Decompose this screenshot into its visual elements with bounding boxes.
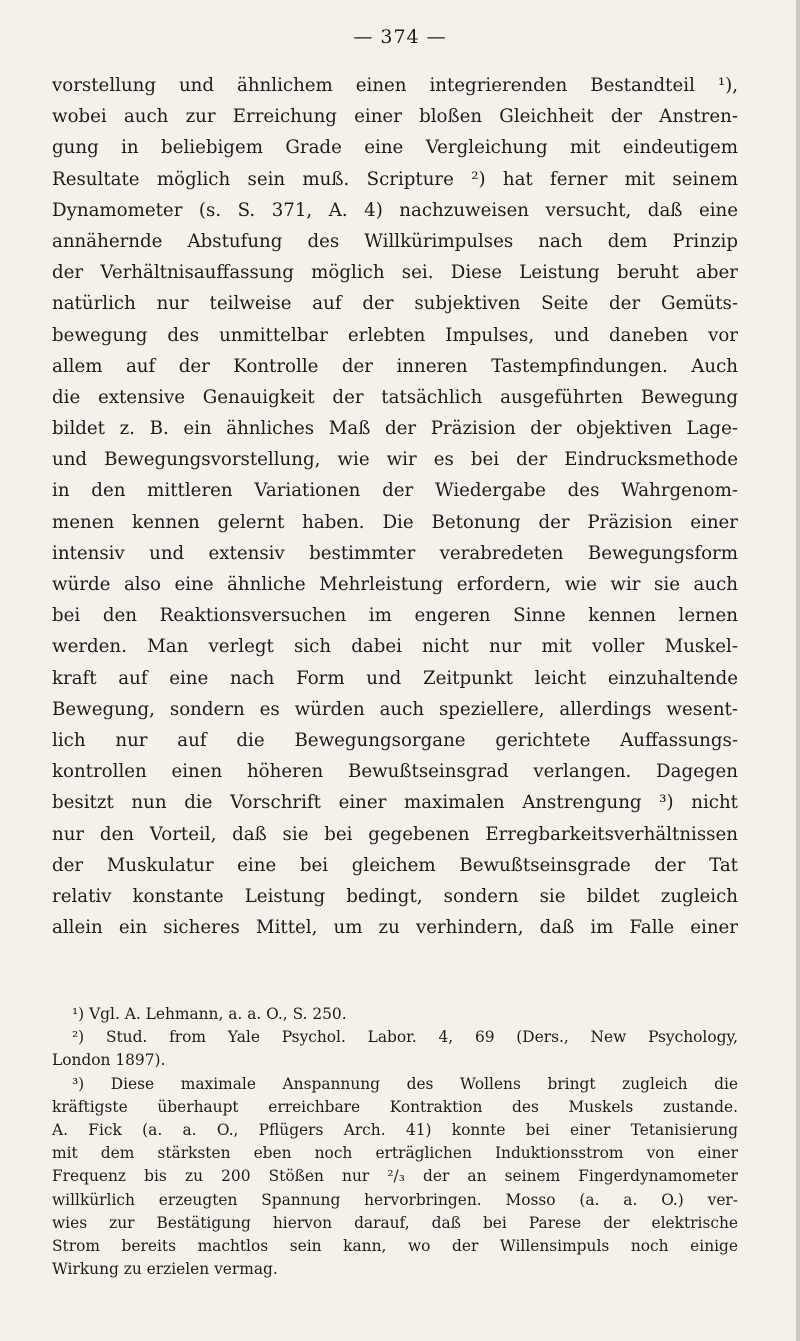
footnote-1: ¹) Vgl. A. Lehmann, a. a. O., S. 250. [72,1005,347,1023]
footnote-line: willkürlich erzeugten Spannung hervorbringen. Mosso (a. a. O.) ver- [52,1190,738,1209]
footnote-line: Strom bereits machtlos sein kann, wo der Willensimpuls noch einige [52,1236,738,1255]
body-line: vorstellung und ähnlichem einen integrierenden Bestandteil ¹), [52,75,738,96]
body-line: lich nur auf die Bewegungsorgane gerichtete Auffassungs- [52,729,738,751]
body-line: Bewegung, sondern es würden auch speziellere, allerdings wesent- [52,698,738,720]
body-line: allem auf der Kontrolle der inneren Tastempfindungen. Auch [52,355,738,377]
body-text [52,70,738,943]
body-line: kraft auf eine nach Form und Zeitpunkt leicht einzuhaltende [52,667,738,689]
body-line: besitzt nun die Vorschrift einer maximalen Anstrengung ³) nicht [52,792,738,814]
body-line: intensiv und extensiv bestimmter verabredeten Bewegungsform [52,542,738,564]
body-line: nur den Vorteil, daß sie bei gegebenen Erregbarkeitsverhältnissen [52,823,738,845]
footnote-3: ³) Diese maximale Anspannung des Wollens bringt zugleich die [72,1074,738,1093]
body-line: die extensive Genauigkeit der tatsächlich ausgeführten Bewegung [52,386,738,408]
body-line: werden. Man verlegt sich dabei nicht nur mit voller Muskel- [52,636,738,658]
page-number: — 374 — [353,26,447,48]
body-line: bildet z. B. ein ähnliches Maß der Präzision der objektiven Lage- [52,418,738,440]
footnote-2: ²) Stud. from Yale Psychol. Labor. 4, 69 (Ders., New Psychology, [72,1028,738,1047]
body-line: wobei auch zur Erreichung einer bloßen Gleichheit der Anstren- [52,106,738,128]
footnote-line: wies zur Bestätigung hiervon darauf, daß bei Parese der elektrische [52,1213,738,1232]
footnote-line: A. Fick (a. a. O., Pflügers Arch. 41) konnte bei einer Tetanisierung [52,1120,738,1139]
body-line: der Verhältnisauffassung möglich sei. Diese Leistung beruht aber [52,262,738,284]
body-line: gung in beliebigem Grade eine Vergleichung mit eindeutigem [52,137,738,159]
body-line: in den mittleren Variationen der Wiedergabe des Wahrgenom- [52,480,738,502]
body-line: annähernde Abstufung des Willkürimpulses nach dem Prinzip [52,230,738,252]
body-line: der Muskulatur eine bei gleichem Bewußtseinsgrade der Tat [52,854,738,876]
body-line: würde also eine ähnliche Mehrleistung erfordern, wie wir sie auch [52,574,738,595]
body-line: relativ konstante Leistung bedingt, sondern sie bildet zugleich [52,885,738,907]
body-line: bei den Reaktionsversuchen im engeren Sinne kennen lernen [52,605,738,627]
footnote-line: mit dem stärksten eben noch erträglichen Induktionsstrom von einer [52,1144,738,1163]
body-line: menen kennen gelernt haben. Die Betonung der Präzision einer [52,511,738,533]
footnote-line: London 1897). [52,1051,166,1070]
footnote-line: Frequenz bis zu 200 Stößen nur ²/₃ der an seinem Fingerdynamometer [52,1167,738,1186]
body-line: bewegung des unmittelbar erlebten Impulses, und daneben vor [52,324,738,346]
body-line: Dynamometer (s. S. 371, A. 4) nachzuweisen versucht, daß eine [52,199,738,221]
footnotes [52,1003,738,1281]
body-line: kontrollen einen höheren Bewußtseinsgrad verlangen. Dagegen [52,761,738,783]
body-line: Resultate möglich sein muß. Scripture ²) hat ferner mit seinem [52,168,738,190]
body-line: allein ein sicheres Mittel, um zu verhindern, daß im Falle einer [52,917,738,939]
footnote-line: kräftigste überhaupt erreichbare Kontraktion des Muskels zustande. [52,1097,738,1116]
footnote-line: Wirkung zu erzielen vermag. [52,1260,278,1279]
page-edge [796,0,800,1341]
body-line: natürlich nur teilweise auf der subjektiven Seite der Gemüts- [52,293,738,315]
body-line: und Bewegungsvorstellung, wie wir es bei der Eindrucksmethode [52,449,738,471]
